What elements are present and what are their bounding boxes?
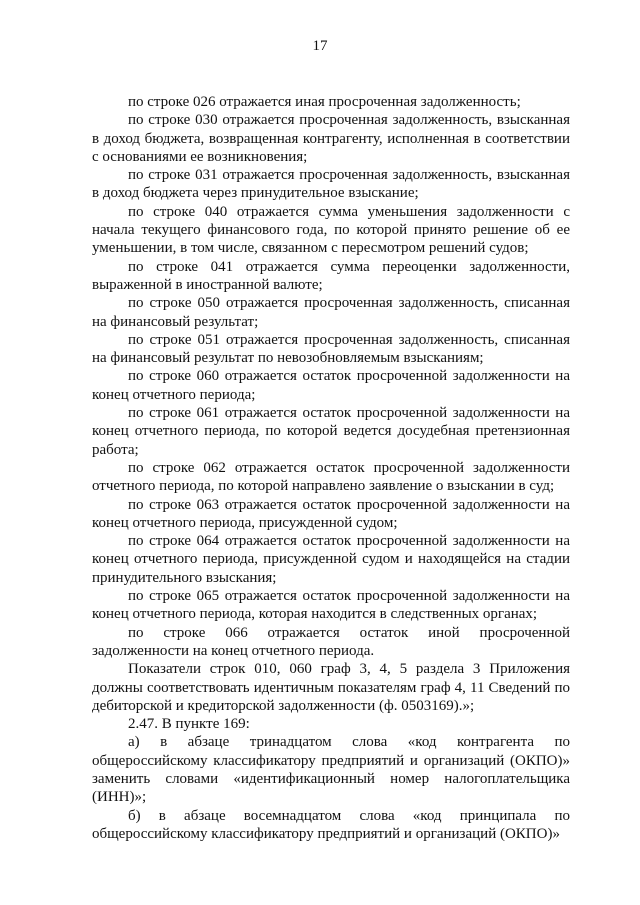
paragraph-line-064: по строке 064 отражается остаток просроченной задолженности на конец отчетного периода, присужденной судом и находящейся на стадии принудительного взыскания; [92,533,570,586]
paragraph-line-050: по строке 050 отражается просроченная задолженность, списанная на финансовый результат; [92,295,570,330]
paragraph-line-031: по строке 031 отражается просроченная задолженность, взысканная в доход бюджета через принудительное взыскание; [92,167,570,202]
paragraph-line-065: по строке 065 отражается остаток просроченной задолженности на конец отчетного периода, которая находится в следственных органах; [92,588,570,623]
paragraph-item-2-47: 2.47. В пункте 169: [128,716,250,733]
paragraph-line-041: по строке 041 отражается сумма переоценки задолженности, выраженной в иностранной валюте; [92,258,570,293]
page-number: 17 [312,38,328,54]
paragraph-line-051: по строке 051 отражается просроченная задолженность, списанная на финансовый результат по невозобновляемым взысканиям; [92,331,570,367]
paragraph-line-060: по строке 060 отражается остаток просроченной задолженности на конец отчетного периода; [92,368,570,403]
paragraph-line-066: по строке 066 отражается остаток иной просроченной задолженности на конец отчетного периода. [92,624,570,659]
paragraph-line-063: по строке 063 отражается остаток просроченной задолженности на конец отчетного периода, присужденной судом; [92,496,570,531]
paragraph-line-030: по строке 030 отражается просроченная задолженность, взысканная в доход бюджета, возвращенная контрагенту, исполненная в соответствии с основаниями ее возникновения; [92,112,570,165]
paragraph-line-062: по строке 062 отражается остаток просроченной задолженности отчетного периода, по которой направлено заявление о взыскании в суд; [92,459,570,495]
paragraph-subitem-a: а) в абзаце тринадцатом слова «код контрагента по общероссийскому классификатору предприятий и организаций (ОКПО)» заменить словами «идентификационный номер налогоплательщика (ИНН)»; [92,734,570,806]
paragraph-line-061: по строке 061 отражается остаток просроченной задолженности на конец отчетного периода, по которой ведется досудебная претензионная работа; [92,405,570,458]
paragraph-line-040: по строке 040 отражается сумма уменьшения задолженности с начала текущего финансового года, по которой принято решение об ее уменьшении, в том числе, связанном с пересмотром решений судов; [92,203,570,257]
document-body [92,93,570,843]
paragraph-indicators: Показатели строк 010, 060 граф 3, 4, 5 раздела 3 Приложения должны соответствовать идентичным показателям граф 4, 11 Сведений по дебиторской и кредиторской задолженности (ф. 0503169).»; [92,661,570,714]
paragraph-subitem-b: б) в абзаце восемнадцатом слова «код принципала по общероссийскому классификатору предприятий и организаций (ОКПО)» [92,807,570,842]
paragraph-line-026: по строке 026 отражается иная просроченная задолженность; [128,94,521,110]
